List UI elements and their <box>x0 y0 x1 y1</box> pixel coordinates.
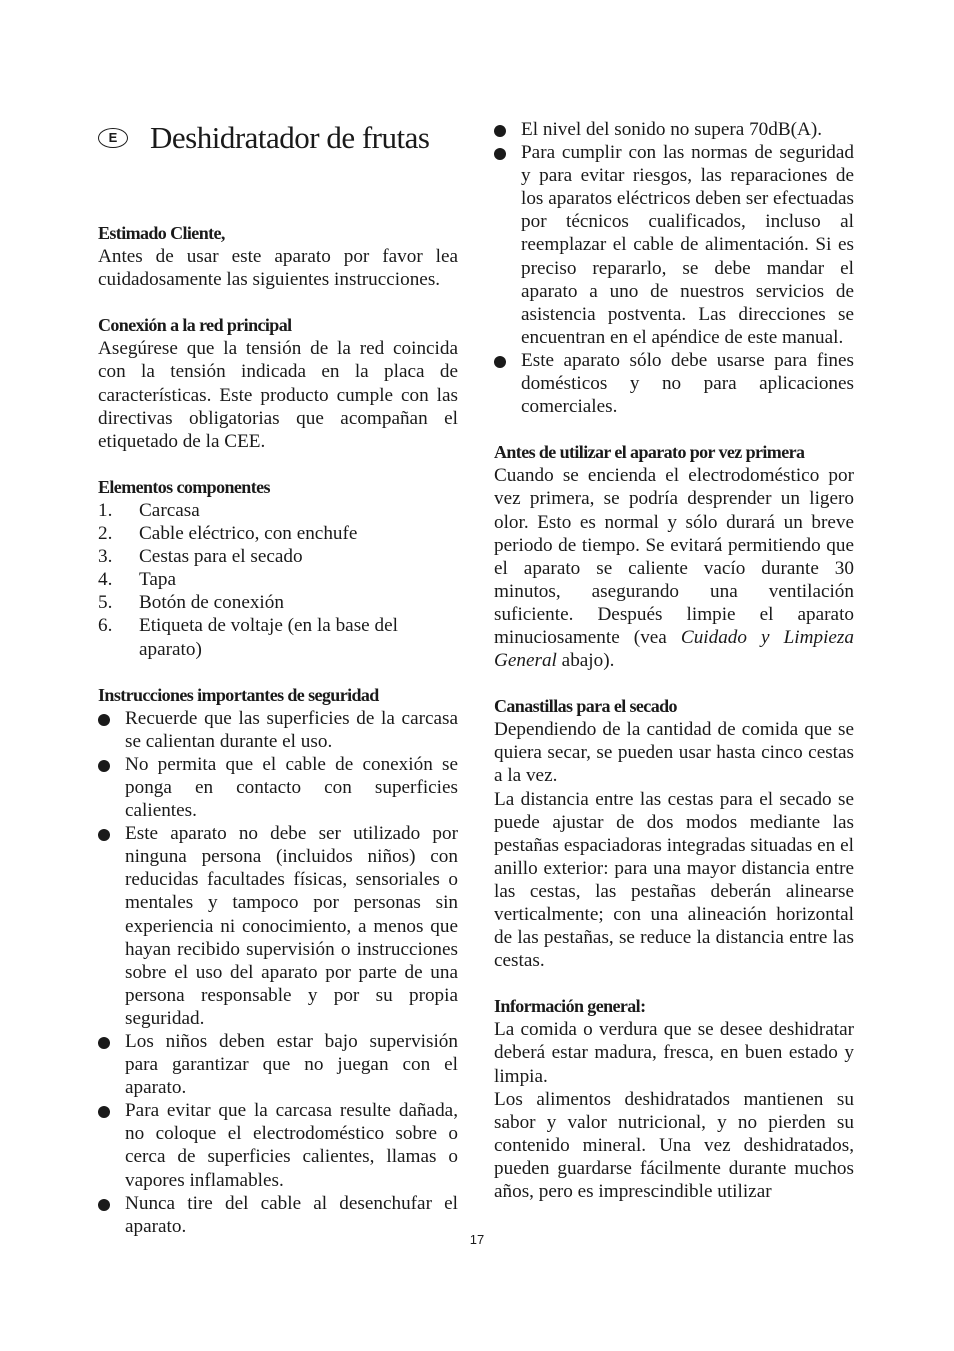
item-text: Los niños deben estar bajo supervisión para garantizar que no juegan con el aparato. <box>125 1031 458 1099</box>
mains-heading: Conexión a la red principal <box>98 315 292 336</box>
greeting-heading: Estimado Cliente, <box>98 223 225 243</box>
list-item <box>98 568 458 591</box>
bullet-icon <box>98 1030 125 1099</box>
bullet-icon <box>494 349 521 418</box>
item-text: Etiqueta de voltaje (en la base del aparato) <box>139 615 398 660</box>
components-list <box>98 499 458 661</box>
list-item <box>494 118 854 141</box>
title-row <box>98 118 458 158</box>
safety-heading: Instrucciones importantes de seguridad <box>98 684 379 705</box>
greeting-body: Antes de usar este aparato por favor lea cuidadosamente las siguientes instrucciones. <box>98 246 458 291</box>
bullet-icon <box>98 822 125 1030</box>
item-text: Tapa <box>139 569 177 591</box>
item-text: Este aparato no debe ser utilizado por ninguna persona (incluidos niños) con reducidas facultades físicas, sensoriales o mentales y tampoco por personas sin experiencia ni conocimiento, a menos que hayan recibido supervisión o instrucciones sobre el uso del aparato por parte de una persona responsable y por su propia seguridad. <box>125 823 458 1029</box>
item-text: Botón de conexión <box>139 592 284 614</box>
list-item <box>494 141 854 349</box>
first-use-text: Cuando se encienda el electrodoméstico por vez primera, se podría desprender un ligero olor. Esto es normal y sólo durará un breve periodo de tiempo. Se evitará permitiendo que el aparato se caliente vacío durante 30 minutos, asegurando una ventilación suficiente. Después limpie el aparato minuciosamente (vea <box>494 465 854 648</box>
bullet-icon <box>98 707 125 753</box>
page-title: Deshidratador de frutas <box>150 120 430 156</box>
item-number: 6. <box>98 615 113 637</box>
bullet-icon <box>494 141 521 349</box>
list-item <box>98 614 458 660</box>
list-item <box>98 1030 458 1099</box>
baskets-paragraph-2: La distancia entre las cestas para el secado se puede ajustar de dos modos mediante las pestañas espaciadoras integradas situadas en el anillo exterior: para una mayor distancia entre las cestas, las pestañas deberán alinearse verticalmente; con una alineación horizontal de las pestañas, se reduce la distancia entre las cestas. <box>494 788 854 972</box>
first-use-italic-ref: Cuidado y Limpieza General <box>494 626 854 672</box>
list-item <box>98 822 458 1030</box>
list-item <box>98 1099 458 1191</box>
list-item <box>98 1192 458 1238</box>
bullet-icon <box>98 1099 125 1191</box>
item-text: Carcasa <box>139 499 200 521</box>
section-general <box>494 995 854 1203</box>
section-greeting <box>98 222 458 291</box>
item-number: 1. <box>98 499 113 521</box>
item-text: Cable eléctrico, con enchufe <box>139 523 358 545</box>
components-heading: Elementos componentes <box>98 476 270 497</box>
language-badge: E <box>98 128 128 148</box>
item-number: 5. <box>98 592 113 614</box>
first-use-heading: Antes de utilizar el aparato por vez primera <box>494 442 805 463</box>
bullet-icon <box>98 1192 125 1238</box>
right-column <box>494 118 854 1226</box>
bullet-icon <box>494 118 521 141</box>
list-item <box>98 591 458 614</box>
list-item <box>98 545 458 568</box>
section-safety-continued <box>494 118 854 418</box>
item-text: Este aparato sólo debe usarse para fines domésticos y no para aplicaciones comerciales. <box>521 349 854 418</box>
list-item <box>98 707 458 753</box>
general-paragraph-1: La comida o verdura que se desee deshidratar deberá estar madura, fresca, en buen estado y limpia. <box>494 1019 854 1087</box>
item-text: Recuerde que las superficies de la carcasa se calientan durante el uso. <box>125 707 458 752</box>
first-use-body <box>494 464 854 672</box>
section-first-use <box>494 441 854 672</box>
list-item <box>98 753 458 822</box>
bullet-icon <box>98 753 125 822</box>
page-number: 17 <box>469 1232 485 1247</box>
list-item <box>494 349 854 418</box>
item-number: 3. <box>98 546 113 568</box>
section-components <box>98 476 458 661</box>
left-column <box>98 118 458 1261</box>
baskets-heading: Canastillas para el secado <box>494 696 677 717</box>
item-text: Nunca tire del cable al desenchufar el aparato. <box>125 1192 458 1237</box>
list-item <box>98 499 458 522</box>
item-text: No permita que el cable de conexión se ponga en contacto con superficies calientes. <box>125 753 458 822</box>
section-mains <box>98 314 458 453</box>
first-use-text-end: abajo). <box>556 650 615 672</box>
item-number: 2. <box>98 523 113 545</box>
general-heading: Información general: <box>494 996 646 1017</box>
safety-list-continued <box>494 118 854 418</box>
section-baskets <box>494 695 854 972</box>
mains-body: Asegúrese que la tensión de la red coincida con la tensión indicada en la placa de características. Este producto cumple con las directivas obligatorias que acompañan el etiquetado de la CEE. <box>98 338 458 452</box>
list-item <box>98 522 458 545</box>
item-text: El nivel del sonido no supera 70dB(A). <box>521 119 823 140</box>
baskets-paragraph-1: Dependiendo de la cantidad de comida que se quiera secar, se pueden usar hasta cinco cestas a la vez. <box>494 719 854 787</box>
item-text: Cestas para el secado <box>139 546 303 568</box>
item-text: Para evitar que la carcasa resulte dañada, no coloque el electrodoméstico sobre o cerca de superficies calientes, llamas o vapores inflamables. <box>125 1100 458 1191</box>
safety-list <box>98 707 458 1238</box>
general-paragraph-2: Los alimentos deshidratados mantienen su sabor y valor nutricional, y no pierden su contenido mineral. Una vez deshidratados, pueden guardarse fácilmente durante muchos años, pero es imprescindible utilizar <box>494 1088 854 1203</box>
item-number: 4. <box>98 569 113 591</box>
section-safety <box>98 684 458 1238</box>
item-text: Para cumplir con las normas de seguridad y para evitar riesgos, las reparaciones de los aparatos eléctricos deben ser efectuadas por técnicos cualificados, incluso al reemplazar el cable de alimentación. Si es preciso repararlo, se debe mandar el aparato a uno de nuestros servicios de asistencia postventa. Las direcciones se encuentran en el apéndice de este manual. <box>521 142 854 348</box>
